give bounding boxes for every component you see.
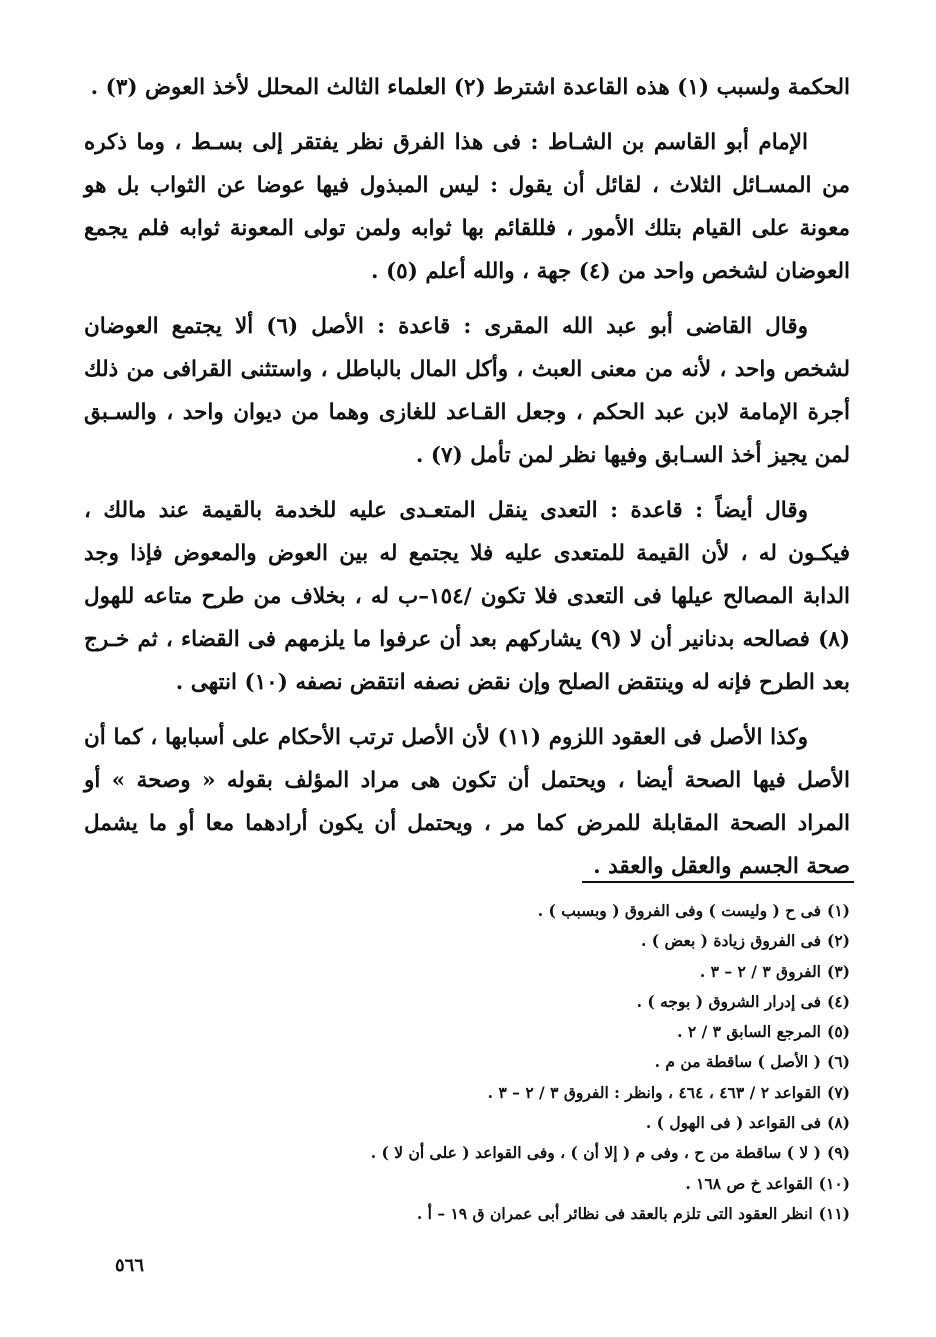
page-number: ٥٦٦ bbox=[114, 1255, 144, 1276]
footnote-text: ( الأصل ) ساقطة من م . bbox=[654, 1052, 821, 1072]
paragraph: الإمام أبو القاسم بن الشـاط : فى هذا الفرق نظر يفتقر إلى بسـط ، وما ذكره من المسـائل الثلاث ، لقائل أن يقول : ليس المبذول فيها عوضا عن الثواب بل هو معونة على القيام بتلك الأمور ، فللقائم بها ثوابه ولمن تولى المعونة ثوابه فلم يجمع العوضان لشخص واحد من (٤) جهة ، والله أعلم (٥) . bbox=[84, 130, 850, 284]
footnote-text: فى ح ( وليست ) وفى الفروق ( وبسبب ) . bbox=[537, 901, 821, 920]
paragraph: الحكمة ولسبب (١) هذه القاعدة اشترط (٢) العلماء الثالث المحلل لأخذ العوض (٣) . bbox=[90, 75, 850, 100]
footnote-number: (٧) bbox=[826, 1082, 850, 1102]
main-text bbox=[84, 66, 850, 900]
footnote-text: المرجع السابق ٣ / ٢ . bbox=[677, 1022, 821, 1042]
footnote-text: فى الفروق زيادة ( بعض ) . bbox=[640, 931, 821, 951]
footnote-text: فى إدرار الشروق ( بوجه ) . bbox=[636, 991, 821, 1011]
footnote bbox=[150, 1138, 850, 1168]
footnote bbox=[150, 987, 850, 1017]
footnote-text: فى القواعد ( فى الهول ) . bbox=[645, 1113, 821, 1133]
footnote bbox=[150, 1108, 850, 1138]
footnote bbox=[150, 1078, 850, 1108]
footnote-text: ( لا ) ساقطة من ح ، وفى م ( إلا أن ) ، وفى القواعد ( على أن لا ) . bbox=[370, 1143, 821, 1163]
footnote-number: (١٠) bbox=[818, 1173, 850, 1193]
footnote-number: (٥) bbox=[826, 1022, 850, 1042]
footnotes bbox=[150, 896, 850, 1229]
footnote bbox=[150, 957, 850, 987]
footnote bbox=[150, 1017, 850, 1047]
footnote-divider bbox=[582, 881, 854, 883]
footnote-number: (١) bbox=[826, 901, 850, 920]
footnote-number: (٣) bbox=[826, 961, 850, 981]
paragraph: وكذا الأصل فى العقود اللزوم (١١) لأن الأصل ترتب الأحكام على أسبابها ، كما أن الأصل فيها الصحة أيضا ، ويحتمل أن تكون هى مراد المؤلف بقوله « وصحة » أو المراد الصحة المقابلة للمرض كما مر ، ويحتمل أن يكون أرادهما معا أو ما يشمل صحة الجسم والعقل والعقد . bbox=[84, 725, 850, 879]
footnote-text: انظر العقود التى تلزم بالعقد فى نظائر أبى عمران ق ١٩ – أ . bbox=[416, 1203, 813, 1223]
footnote-text: القواعد خ ص ١٦٨ . bbox=[685, 1173, 813, 1193]
footnote-number: (٢) bbox=[826, 931, 850, 951]
footnote bbox=[150, 1047, 850, 1077]
footnote bbox=[150, 1199, 850, 1229]
paragraph: وقال أيضاً : قاعدة : التعدى ينقل المتعـدى عليه للخدمة بالقيمة عند مالك ، فيكـون له ، لأن القيمة للمتعدى عليه فلا يجتمع له بين العوض والمعوض فإذا وجد الدابة المصالح عيلها فى التعدى فلا تكون /١٥٤–ب له ، بخلاف من طرح متاعه للهول (٨) فصالحه بدنانير أن لا (٩) يشاركهم بعد أن عرفوا ما يلزمهم فى القضاء ، ثم خـرج بعد الطرح فإنه له وينتقض الصلح وإن نقض نصفه انتقض نصفه (١٠) انتهى . bbox=[84, 498, 850, 695]
footnote-number: (٤) bbox=[826, 991, 850, 1011]
footnote bbox=[150, 1169, 850, 1199]
paragraph: وقال القاضى أبو عبد الله المقرى : قاعدة : الأصل (٦) ألا يجتمع العوضان لشخص واحد ، لأنه من معنى العبث ، وأكل المال بالباطل ، واستثنى القرافى من ذلك أجرة الإمامة لابن عبد الحكم ، وجعل القـاعد للغازى وهما من ديوان واحد ، والسـبق لمن يجيز أخذ السـابق وفيها نظر لمن تأمل (٧) . bbox=[84, 314, 850, 468]
footnote-text: الفروق ٣ / ٢ – ٣ . bbox=[699, 961, 821, 981]
footnote-text: القواعد ٢ / ٤٦٣ ، ٤٦٤ ، وانظر : الفروق ٣ / ٢ – ٣ . bbox=[487, 1082, 821, 1102]
footnote-number: (٨) bbox=[826, 1113, 850, 1133]
footnote-number: (٦) bbox=[826, 1052, 850, 1072]
footnote bbox=[150, 896, 850, 926]
footnote bbox=[150, 926, 850, 956]
footnote-number: (٩) bbox=[826, 1143, 850, 1163]
footnote-number: (١١) bbox=[818, 1203, 850, 1223]
